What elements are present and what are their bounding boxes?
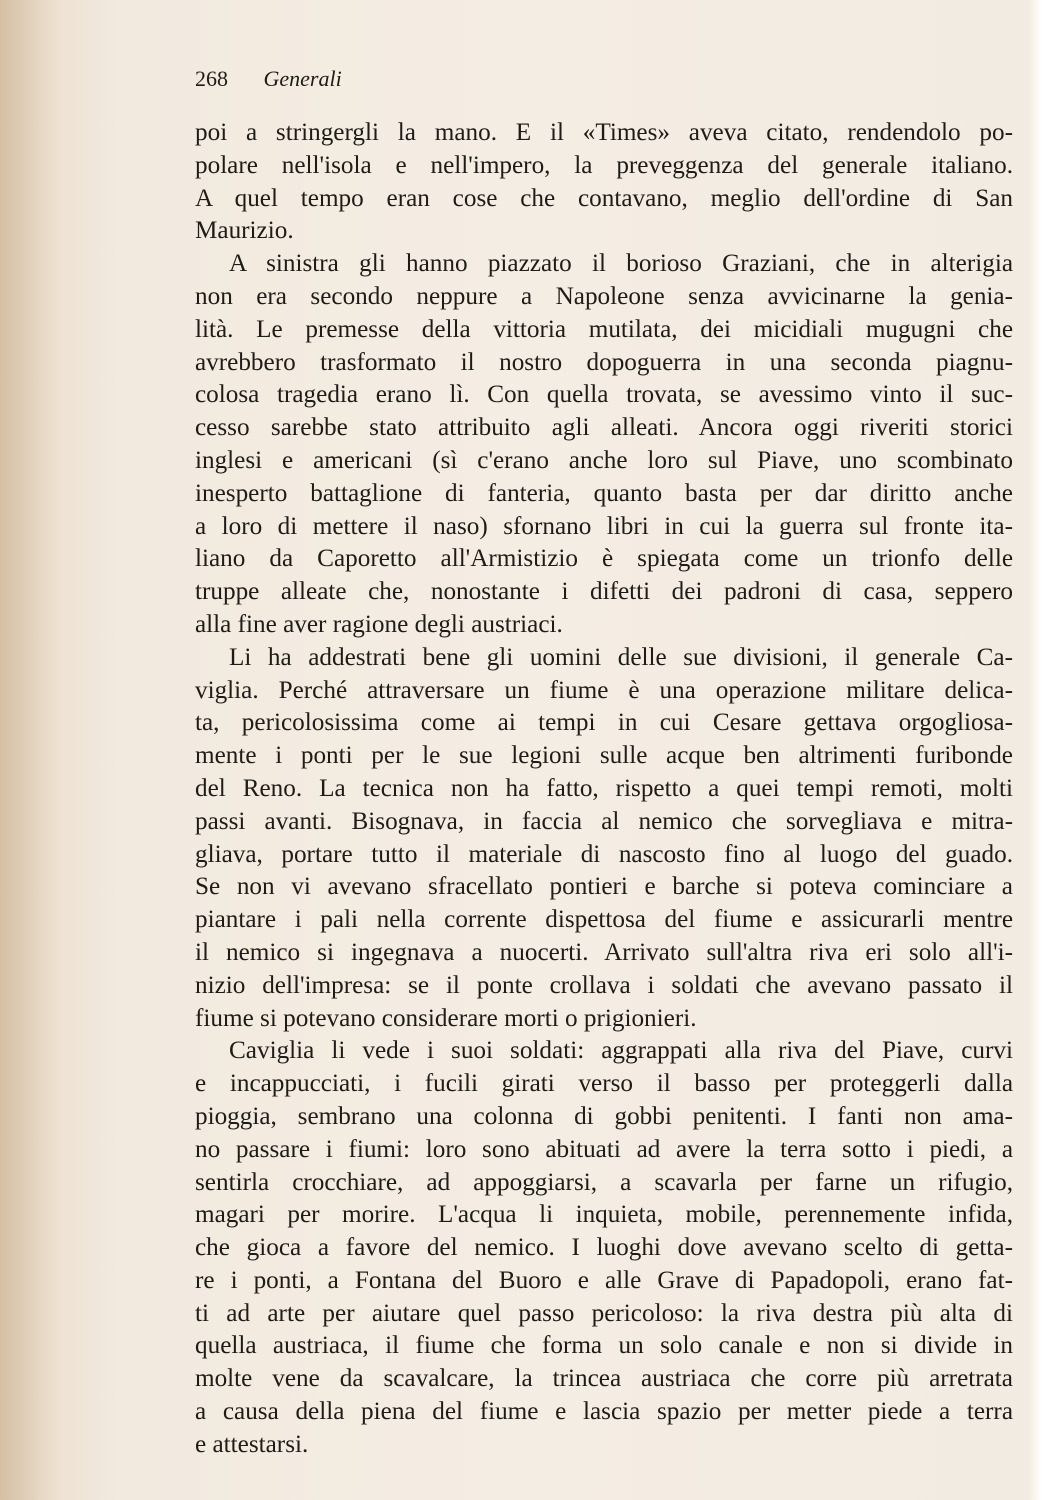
- text-line: pioggia, sembrano una colonna di gobbi penitenti. I fanti non ama-: [195, 1102, 1013, 1130]
- text-line: e attestarsi.: [195, 1430, 309, 1458]
- page-number: 268: [195, 66, 228, 91]
- text-line: Caviglia li vede i suoi soldati: aggrappati alla riva del Piave, curvi: [229, 1037, 1013, 1065]
- running-title: Generali: [263, 66, 342, 91]
- text-line: quella austriaca, il fiume che forma un solo canale e non si divide in: [195, 1332, 1013, 1360]
- text-line: A sinistra gli hanno piazzato il borioso Graziani, che in alterigia: [229, 250, 1013, 278]
- text-line: il nemico si ingegnava a nuocerti. Arrivato sull'altra riva eri solo all'i-: [195, 938, 1013, 966]
- text-line: re i ponti, a Fontana del Buoro e alle Grave di Papadopoli, erano fat-: [195, 1266, 1013, 1294]
- text-line: ta, pericolosissima come ai tempi in cui Cesare gettava orgogliosa-: [195, 709, 1013, 737]
- text-line: poi a stringergli la mano. E il «Times» aveva citato, rendendolo po-: [195, 119, 1013, 146]
- text-line: cesso sarebbe stato attribuito agli alleati. Ancora oggi riveriti storici: [195, 414, 1013, 442]
- text-line: passi avanti. Bisognava, in faccia al nemico che sorvegliava e mitra-: [195, 807, 1013, 835]
- text-line: mente i ponti per le sue legioni sulle acque ben altrimenti furibonde: [195, 742, 1013, 770]
- text-line: liano da Caporetto all'Armistizio è spiegata come un trionfo delle: [195, 545, 1013, 573]
- text-line: a loro di mettere il naso) sfornano libri in cui la guerra sul fronte ita-: [195, 512, 1013, 540]
- text-line: piantare i pali nella corrente dispettosa del fiume e assicurarli mentre: [195, 906, 1013, 934]
- text-line: ti ad arte per aiutare quel passo pericoloso: la riva destra più alta di: [195, 1299, 1013, 1327]
- text-line: nizio dell'impresa: se il ponte crollava i soldati che avevano passato il: [195, 971, 1013, 999]
- running-header: [195, 62, 342, 96]
- text-line: Se non vi avevano sfracellato pontieri e barche si poteva cominciare a: [195, 873, 1013, 901]
- text-line: lità. Le premesse della vittoria mutilata, dei micidiali mugugni che: [195, 315, 1013, 343]
- text-line: Li ha addestrati bene gli uomini delle sue divisioni, il generale Ca-: [229, 643, 1013, 671]
- text-line: a causa della piena del fiume e lascia spazio per metter piede a terra: [195, 1398, 1013, 1426]
- text-line: no passare i fiumi: loro sono abituati ad avere la terra sotto i piedi, a: [195, 1135, 1013, 1163]
- body-text: [195, 117, 1013, 1462]
- page-edge: [1028, 0, 1042, 1500]
- text-line: colosa tragedia erano lì. Con quella trovata, se avessimo vinto il suc-: [195, 381, 1013, 409]
- text-line: A quel tempo eran cose che contavano, meglio dell'ordine di San: [195, 184, 1013, 212]
- text-line: molte vene da scavalcare, la trincea austriaca che corre più arretrata: [195, 1365, 1013, 1393]
- text-line: del Reno. La tecnica non ha fatto, rispetto a quei tempi remoti, molti: [195, 774, 1013, 802]
- text-line: non era secondo neppure a Napoleone senza avvicinarne la genia-: [195, 282, 1013, 310]
- text-line: inglesi e americani (sì c'erano anche loro sul Piave, uno scombinato: [195, 446, 1013, 474]
- text-line: Maurizio.: [195, 217, 294, 245]
- text-line: polare nell'isola e nell'impero, la preveggenza del generale italiano.: [195, 151, 1013, 179]
- text-line: e incappucciati, i fucili girati verso il basso per proteggerli dalla: [195, 1070, 1013, 1098]
- text-line: sentirla crocchiare, ad appoggiarsi, a scavarla per farne un rifugio,: [195, 1168, 1013, 1196]
- text-line: gliava, portare tutto il materiale di nascosto fino al luogo del guado.: [195, 840, 1013, 868]
- spine-shadow: [0, 0, 60, 1500]
- text-line: viglia. Perché attraversare un fiume è una operazione militare delica-: [195, 676, 1013, 704]
- text-line: inesperto battaglione di fanteria, quanto basta per dar diritto anche: [195, 479, 1013, 507]
- text-line: magari per morire. L'acqua li inquieta, mobile, perennemente infida,: [195, 1201, 1013, 1229]
- text-line: avrebbero trasformato il nostro dopoguerra in una seconda piagnu-: [195, 348, 1013, 376]
- text-line: fiume si potevano considerare morti o prigionieri.: [195, 1004, 697, 1032]
- text-line: che gioca a favore del nemico. I luoghi dove avevano scelto di getta-: [195, 1234, 1013, 1262]
- text-line: alla fine aver ragione degli austriaci.: [195, 610, 563, 638]
- text-line: truppe alleate che, nonostante i difetti dei padroni di casa, seppero: [195, 578, 1013, 606]
